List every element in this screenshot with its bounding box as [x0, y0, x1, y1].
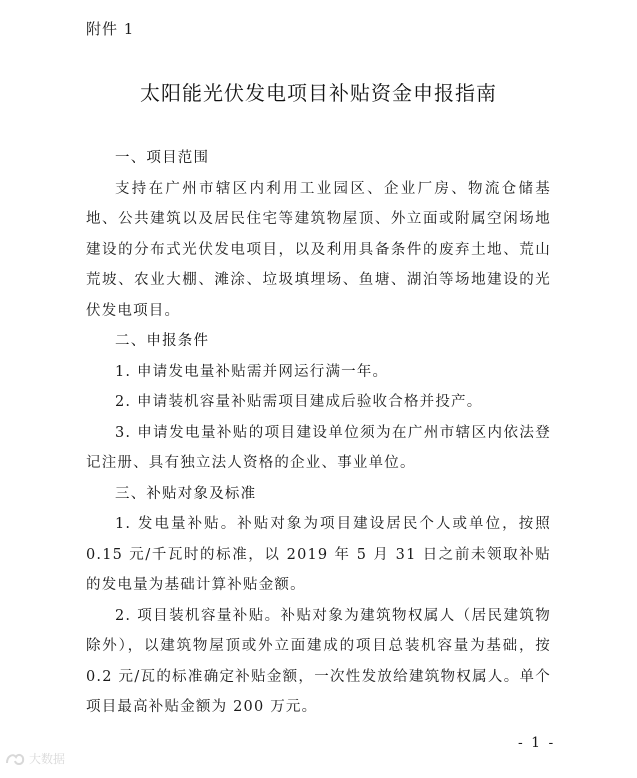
condition-item-2: 2. 申请装机容量补贴需项目建成后验收合格并投产。	[115, 394, 483, 410]
target-item-2: 2. 项目装机容量补贴。补贴对象为建筑物权属人（居民建筑物除外），以建筑物屋顶或外立面建成的项目总装机容量为基础，按 0.2 元/瓦的标准确定补贴金额，一次性发放给建筑物权属人。单个项目最高补贴金额为 200 万元。	[86, 607, 551, 715]
attachment-label: 附件 1	[86, 20, 135, 38]
page-number: - 1 -	[518, 735, 556, 751]
target-item-1: 1. 发电量补贴。补贴对象为项目建设居民个人或单位，按照 0.15 元/千瓦时的标准，以 2019 年 5 月 31 日之前未领取补贴的发电量为基础计算补贴金额。	[86, 516, 551, 593]
watermark-text: 大数据	[29, 752, 66, 766]
watermark	[4, 750, 65, 767]
document-title: 太阳能光伏发电项目补贴资金申报指南	[140, 81, 497, 105]
section-heading-scope: 一、项目范围	[115, 150, 210, 166]
document-body	[86, 143, 551, 723]
condition-item-3: 3. 申请发电量补贴的项目建设单位须为在广州市辖区内依法登记注册、具有独立法人资格的企业、事业单位。	[86, 424, 551, 471]
watermark-logo-icon	[4, 751, 26, 767]
scope-paragraph: 支持在广州市辖区内利用工业园区、企业厂房、物流仓储基地、公共建筑以及居民住宅等建筑物屋顶、外立面或附属空闲场地建设的分布式光伏发电项目，以及利用具备条件的废弃土地、荒山荒坡、农业大棚、滩涂、垃圾填埋场、鱼塘、湖泊等场地建设的光伏发电项目。	[86, 180, 551, 319]
section-heading-targets: 三、补贴对象及标准	[115, 485, 257, 502]
condition-item-1: 1. 申请发电量补贴需并网运行满一年。	[115, 363, 389, 380]
section-heading-conditions: 二、申报条件	[115, 333, 210, 349]
